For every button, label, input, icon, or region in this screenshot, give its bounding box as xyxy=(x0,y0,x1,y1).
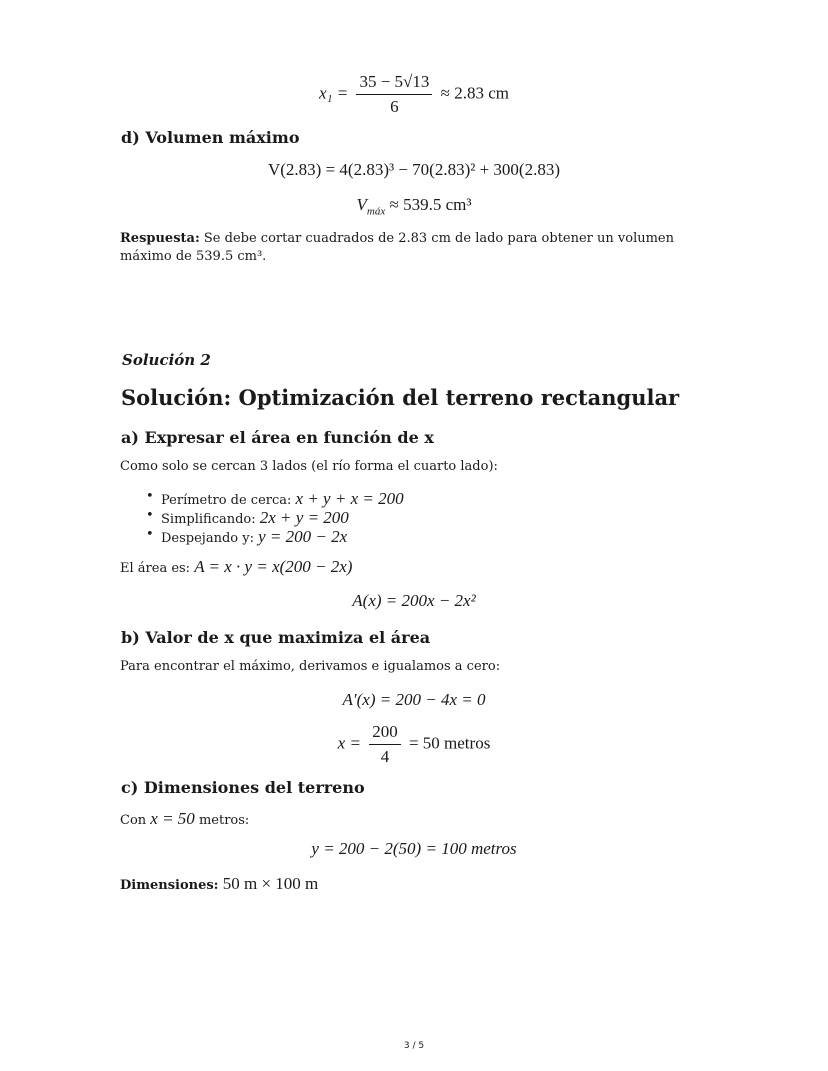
section-heading-b: b) Valor de x que maximiza el área xyxy=(121,628,431,647)
eq-lhs: x = xyxy=(337,733,361,753)
eq-rhs: ≈ 539.5 cm³ xyxy=(385,195,472,214)
answer-text: Se debe cortar cuadrados de 2.83 cm de lado para obtener un volumen xyxy=(199,231,674,246)
list-item xyxy=(147,508,349,528)
eq-y-text: y = 200 − 2(50) = 100 metros xyxy=(311,839,517,858)
dimensions-label: Dimensiones: xyxy=(120,878,219,893)
subscript: máx xyxy=(366,205,386,218)
list-item-label: Perímetro de cerca: xyxy=(161,493,296,508)
paragraph-b-intro: Para encontrar el máximo, derivamos e igualamos a cero: xyxy=(120,659,501,674)
equation-area xyxy=(0,591,828,611)
paragraph-a-intro: Como solo se cercan 3 lados (el río forma el cuarto lado): xyxy=(120,459,498,474)
list-item xyxy=(147,489,404,509)
equation-x xyxy=(0,722,828,767)
c-tail: metros: xyxy=(194,813,250,828)
equation-y xyxy=(0,839,828,859)
denominator: 6 xyxy=(390,97,399,116)
eq-rhs: = 50 metros xyxy=(408,733,491,753)
list-item-label: Simplificando: xyxy=(161,512,260,527)
section-heading-a: a) Expresar el área en función de x xyxy=(121,428,434,447)
eq-lhs: x₁ = xyxy=(319,83,349,103)
page-number: 3 / 5 xyxy=(403,1041,425,1051)
c-label: Con xyxy=(120,813,151,828)
answer-line-1 xyxy=(120,231,674,246)
page-title: Solución: Optimización del terreno rectangular xyxy=(121,385,680,410)
dimensions-value: 50 m × 100 m xyxy=(218,874,319,893)
paragraph-area xyxy=(120,557,352,577)
eq-derivative-text: A′(x) = 200 − 4x = 0 xyxy=(342,690,486,709)
equation-derivative xyxy=(0,690,828,710)
fraction xyxy=(369,722,401,767)
answer-line-2: máximo de 539.5 cm³. xyxy=(120,249,267,264)
fraction xyxy=(356,72,432,117)
list-item-math: 2x + y = 200 xyxy=(259,508,349,527)
eq-lhs: V xyxy=(356,195,367,214)
answer-label: Respuesta: xyxy=(120,231,200,246)
list-item xyxy=(147,527,347,547)
area-label: El área es: xyxy=(120,561,195,576)
equation-volume: V(2.83) = 4(2.83)³ − 70(2.83)² + 300(2.83) xyxy=(267,160,561,179)
equation-x1 xyxy=(0,72,828,117)
numerator: 200 xyxy=(369,722,401,745)
equation-vmax xyxy=(0,195,828,217)
denominator: 4 xyxy=(380,747,390,766)
list-item-math: y = 200 − 2x xyxy=(258,527,348,546)
c-math: x = 50 xyxy=(150,809,195,828)
solution-label: Solución 2 xyxy=(122,351,211,369)
paragraph-c-intro xyxy=(120,809,249,829)
list-item-label: Despejando y: xyxy=(161,531,259,546)
list-item-math: x + y + x = 200 xyxy=(295,489,404,508)
dimensions-line xyxy=(120,874,318,894)
area-math: A = x · y = x(200 − 2x) xyxy=(194,557,353,576)
section-heading-d: d) Volumen máximo xyxy=(121,128,300,147)
section-heading-c: c) Dimensiones del terreno xyxy=(121,778,365,797)
eq-area-text: A(x) = 200x − 2x² xyxy=(352,591,476,610)
numerator: 35 − 5√13 xyxy=(356,72,432,95)
eq-rhs: ≈ 2.83 cm xyxy=(440,83,509,103)
